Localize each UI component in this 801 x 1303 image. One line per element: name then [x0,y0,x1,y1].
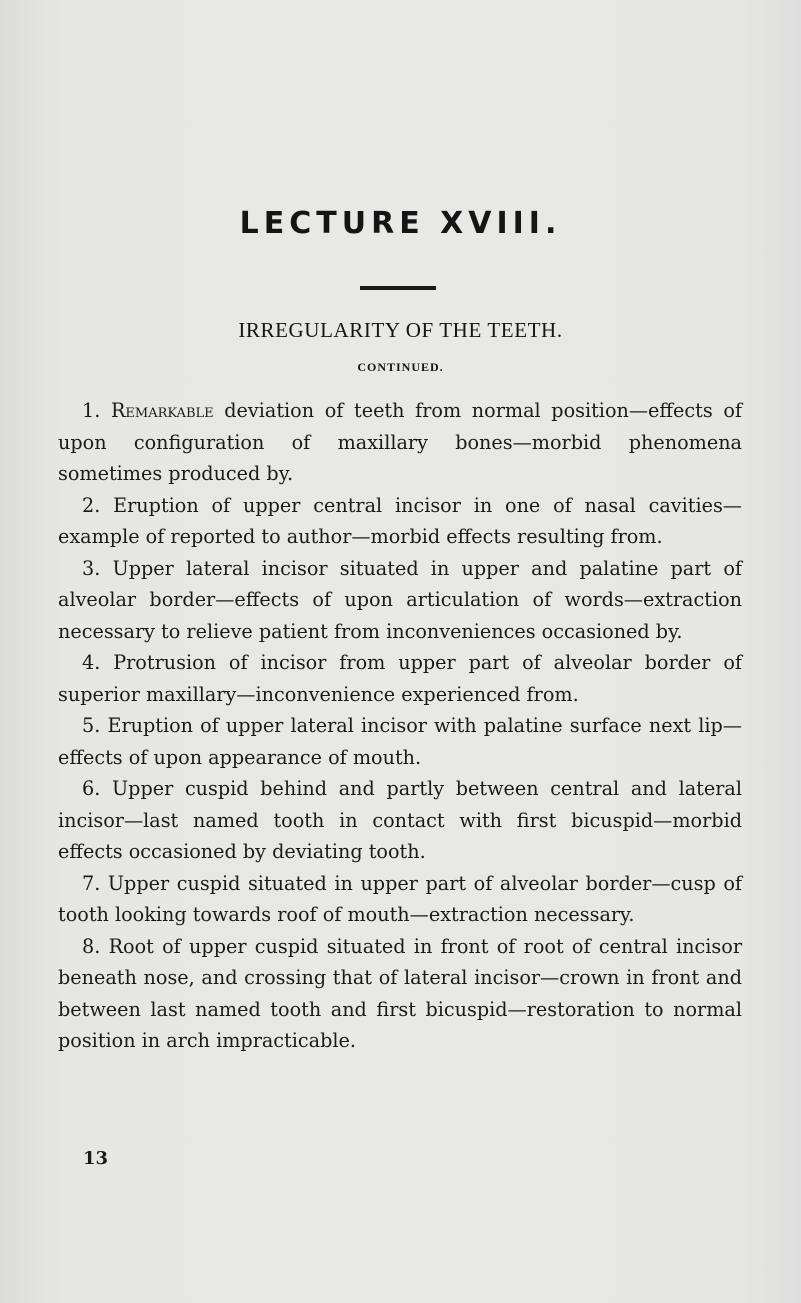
outline-item-4 [58,647,742,710]
title-divider-rule [360,286,436,290]
item-number: 6. [82,777,101,800]
outline-item-2 [58,490,742,553]
item-text: Root of upper cuspid situated in front of root of central incisor beneath nose, and crossing that of lateral incisor—crown in front and between last named tooth and first bicuspid—restoration to normal position in arch impracticable. [58,934,742,1052]
outline-item-7 [58,868,742,931]
page-number: 13 [83,1148,109,1169]
item-text: Upper lateral incisor situated in upper and palatine part of alveolar border—effects of upon articulation of words—extraction necessary to relieve patient from inconveniences occasioned by. [58,556,742,643]
outline-item-6 [58,773,742,868]
item-number: 8. [82,934,101,958]
item-text: Protrusion of incisor from upper part of alveolar border of superior maxillary—inconvenience experienced from. [58,651,742,706]
item-number: 5. [82,714,101,737]
outline-item-5 [58,710,742,773]
item-text: deviation of teeth from normal position—effects of upon configuration of maxillary bones—morbid phenomena sometimes produced by. [58,399,742,485]
item-number: 1. [82,399,101,422]
outline-item-3 [58,553,742,648]
outline-item-8 [58,931,742,1057]
item-text: Upper cuspid behind and partly between central and lateral incisor—last named tooth in contact with first bicuspid—morbid effects occasioned by deviating tooth. [58,777,742,863]
item-number: 2. [82,493,101,517]
item-text: Eruption of upper central incisor in one of nasal cavities—example of reported to author—morbid effects resulting from. [58,493,742,548]
item-lead-word: Remarkable [110,399,214,422]
item-number: 7. [82,871,101,895]
section-title: IRREGULARITY OF THE TEETH. [238,318,563,342]
continued-label: CONTINUED. [357,360,444,374]
lecture-outline [58,395,742,1057]
item-number: 3. [82,556,101,580]
item-text: Upper cuspid situated in upper part of alveolar border—cusp of tooth looking towards roof of mouth—extraction necessary. [58,871,742,926]
lecture-title: LECTURE XVIII. [239,206,562,241]
item-text: Eruption of upper lateral incisor with palatine surface next lip—effects of upon appearance of mouth. [58,714,742,769]
outline-item-1 [58,395,742,490]
item-number: 4. [82,651,101,674]
